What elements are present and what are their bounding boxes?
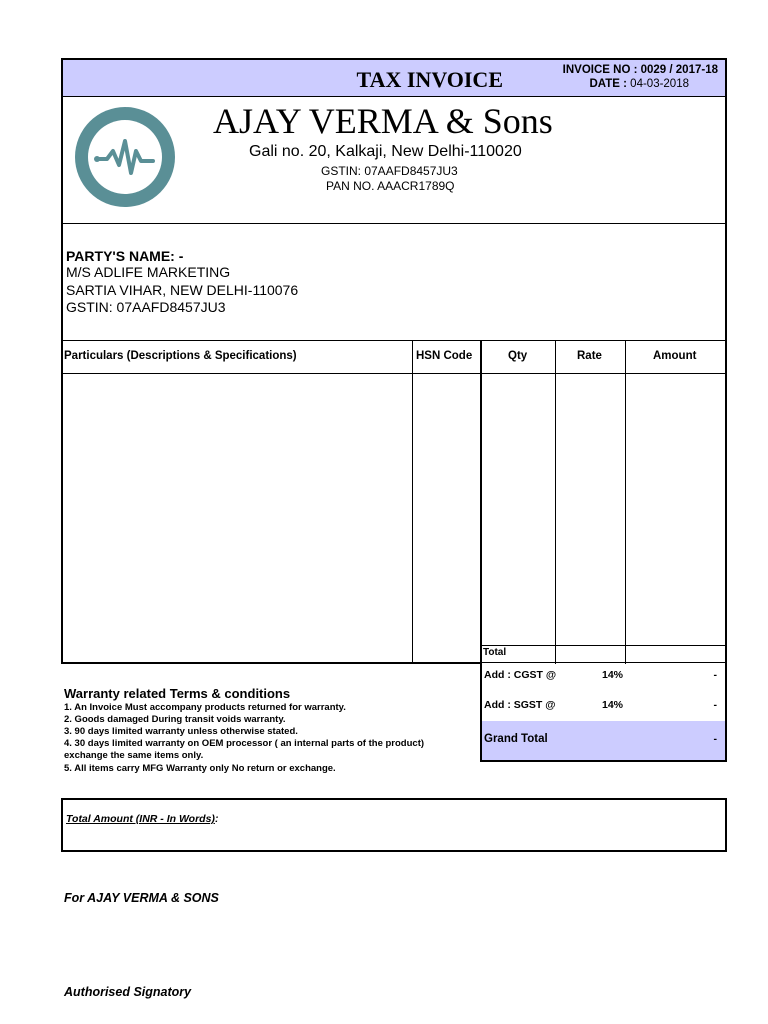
term-item: 5. All items carry MFG Warranty only No return or exchange. (64, 763, 336, 774)
party-line: M/S ADLIFE MARKETING (66, 264, 231, 280)
sgst-row (482, 693, 725, 719)
amount-in-words-colon: : (214, 813, 219, 825)
table-header-divider (61, 373, 727, 374)
company-block (61, 96, 727, 224)
column-header-hsn: HSN Code (416, 350, 473, 362)
cgst-rate: 14% (602, 669, 624, 681)
party-line: GSTIN: 07AAFD8457JU3 (66, 299, 226, 315)
column-header-rate: Rate (577, 350, 602, 362)
amount-in-words-label (66, 813, 218, 825)
column-header-particulars: Particulars (Descriptions & Specifications) (64, 350, 297, 362)
grand-total-row (482, 721, 725, 760)
company-pan: PAN NO. AAACR1789Q (326, 179, 455, 193)
party-block (61, 223, 727, 341)
table-border (61, 340, 63, 664)
company-name: AJAY VERMA & Sons (213, 101, 553, 141)
table-border (61, 662, 481, 664)
table-border (61, 340, 727, 341)
date-value: 04-03-2018 (630, 78, 689, 90)
sgst-value: - (713, 699, 717, 711)
term-item: 3. 90 days limited warranty unless otherwise stated. (64, 726, 298, 737)
amount-in-words-text: Total Amount (INR - In Words) (66, 813, 215, 825)
amount-in-words-box (61, 798, 727, 852)
term-item: 2. Goods damaged During transit voids warranty. (64, 714, 286, 725)
cgst-row (482, 663, 725, 689)
invoice-date (589, 78, 689, 90)
column-header-amount: Amount (653, 350, 697, 362)
term-item: 4. 30 days limited warranty on OEM processor ( an internal parts of the product) (64, 738, 425, 749)
column-divider (625, 340, 626, 664)
column-header-qty: Qty (508, 350, 528, 362)
column-divider (480, 340, 482, 664)
company-gstin: GSTIN: 07AAFD8457JU3 (321, 164, 458, 178)
sgst-label: Add : SGST @ (484, 699, 556, 711)
sgst-rate: 14% (602, 699, 624, 711)
total-row-divider (481, 645, 727, 646)
grand-total-label: Grand Total (484, 733, 548, 745)
company-address: Gali no. 20, Kalkaji, New Delhi-110020 (249, 143, 522, 160)
term-item: exchange the same items only. (64, 750, 204, 761)
invoice-title-band (61, 58, 727, 97)
total-label: Total (483, 647, 507, 658)
authorised-signatory: Authorised Signatory (64, 985, 192, 999)
tax-summary (480, 663, 727, 762)
grand-total-value: - (713, 733, 717, 745)
for-company-line: For AJAY VERMA & SONS (64, 891, 219, 905)
date-label: DATE : (589, 78, 627, 90)
cgst-value: - (713, 669, 717, 681)
column-divider (555, 340, 556, 664)
column-divider (412, 340, 413, 664)
term-item: 1. An Invoice Must accompany products returned for warranty. (64, 702, 346, 713)
party-line: SARTIA VIHAR, NEW DELHI-110076 (66, 282, 299, 298)
pulse-logo-icon (69, 105, 181, 209)
document-title-text: TAX INVOICE (356, 67, 503, 92)
items-table (61, 340, 727, 664)
terms-title: Warranty related Terms & conditions (64, 686, 291, 701)
invoice-number: INVOICE NO : 0029 / 2017-18 (562, 64, 718, 76)
table-border (725, 340, 727, 664)
cgst-label: Add : CGST @ (484, 669, 557, 681)
party-name-label: PARTY'S NAME: - (66, 248, 184, 264)
